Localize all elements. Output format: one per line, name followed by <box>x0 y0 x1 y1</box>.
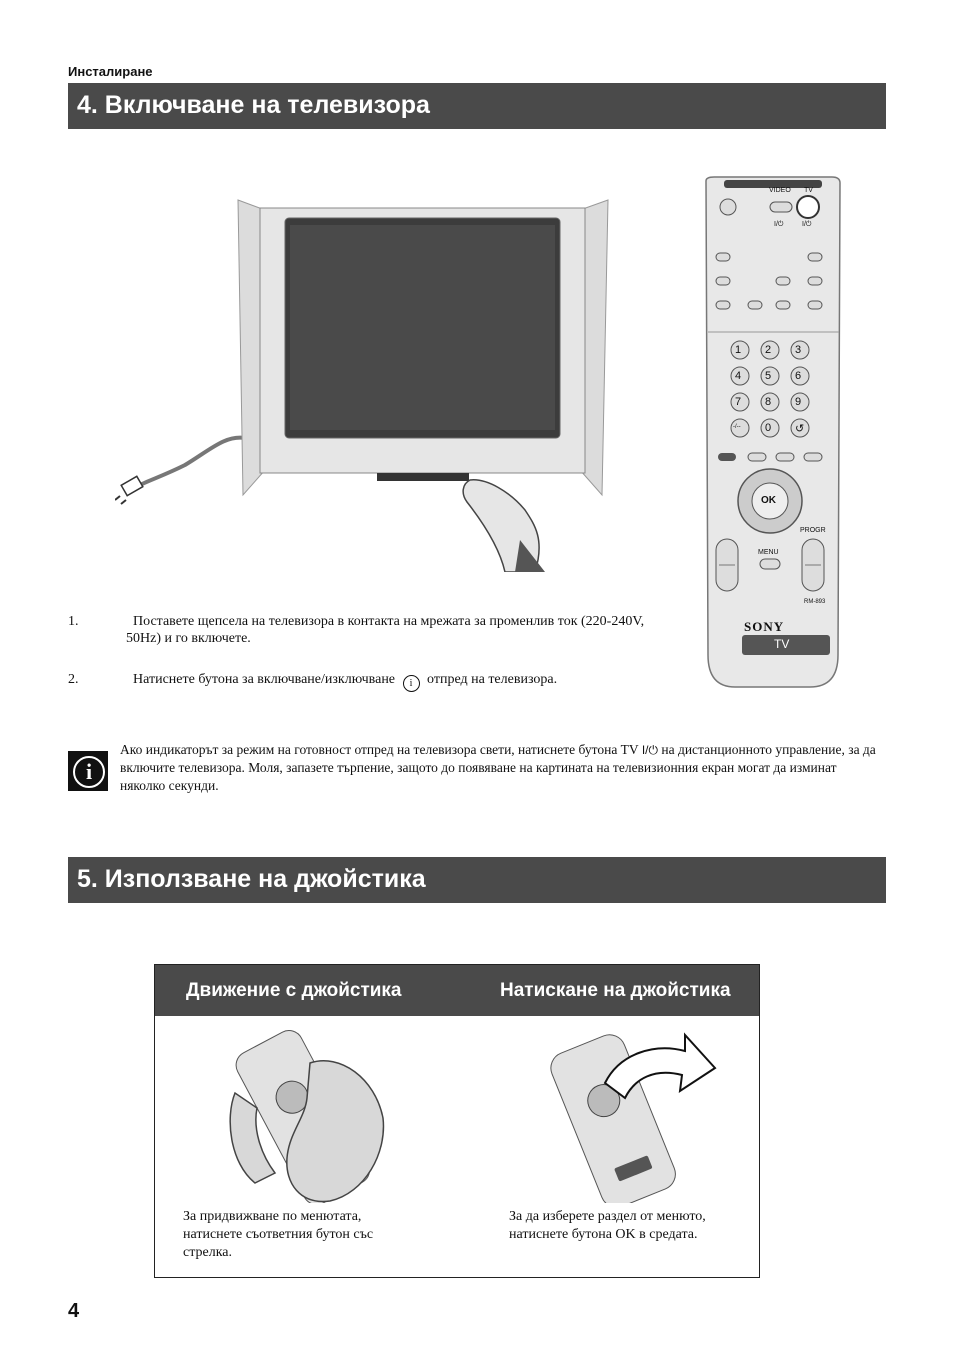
step-2-line <box>133 671 693 692</box>
remote-digit-dash: -/-- <box>733 424 741 430</box>
col1-header: Движение с джойстика <box>186 980 402 1001</box>
section-title: 4. Включване на телевизора <box>77 91 430 119</box>
joystick-table <box>154 964 760 1278</box>
remote-digit-5: 5 <box>765 370 772 382</box>
page-number: 4 <box>68 1300 80 1322</box>
section-title-bar-5 <box>68 857 886 903</box>
remote-tv-label: TV <box>774 637 790 651</box>
remote-brand-logo: SONY <box>744 619 785 634</box>
remote-digit-8: 8 <box>765 396 772 408</box>
step-2-number: 2. <box>68 672 79 687</box>
section-title-5: 5. Използване на джойстика <box>77 865 426 893</box>
remote-digit-2: 2 <box>765 344 772 356</box>
remote-ok-label: OK <box>761 495 776 506</box>
remote-label-tv-top: TV <box>804 187 813 194</box>
joystick-move-illustration <box>215 1023 395 1203</box>
section-title-bar <box>68 83 886 129</box>
remote-control <box>690 175 860 695</box>
remote-digit-recall: ↺ <box>795 423 805 435</box>
remote-digit-6: 6 <box>795 370 802 382</box>
tv-illustration <box>115 180 615 572</box>
remote-label-video: VIDEO <box>769 187 791 194</box>
step-2-text-after: отпред на телевизора. <box>427 672 558 687</box>
remote-digit-1: 1 <box>735 344 742 356</box>
col2-caption: За да изберете раздел от менюто, натиснете бутона OK в средата. <box>509 1209 706 1242</box>
remote-power-label-video: I/⏻ <box>774 221 784 228</box>
note-text-after: на дистанционното управление, за да включите телевизора. Моля, запазете търпение, защото до появяване на картината на телевизионния екран могат да изминат няколко секунди. <box>120 742 876 793</box>
remote-progr-label: PROGR <box>800 527 826 534</box>
section-label: Инсталиране <box>68 64 153 79</box>
tv-power-symbol: I/⏻ <box>641 743 658 757</box>
remote-digit-3: 3 <box>795 344 802 356</box>
info-note <box>120 741 885 795</box>
step-1-number: 1. <box>68 614 79 629</box>
remote-digit-9: 9 <box>795 396 802 408</box>
info-icon: i <box>68 751 108 791</box>
remote-menu-label: MENU <box>758 549 779 556</box>
col2-header: Натискане на джойстика <box>500 980 731 1001</box>
joystick-press-illustration <box>535 1023 725 1203</box>
note-text-before: Ако индикаторът за режим на готовност отпред на телевизора свети, натиснете бутона TV <box>120 742 639 757</box>
joystick-table-header <box>155 965 759 1016</box>
remote-model-label: RM-893 <box>804 599 826 605</box>
remote-digit-4: 4 <box>735 370 742 382</box>
step-1-text: Поставете щепсела на телевизора в контакта на мрежата за променлив ток (220-240V, 50Hz) и го включете. <box>126 614 645 646</box>
step-2-text-before: Натиснете бутона за включване/изключване <box>133 672 396 687</box>
remote-digit-7: 7 <box>735 396 742 408</box>
remote-digit-0: 0 <box>765 422 772 434</box>
col1-caption: За придвижване по менютата, натиснете съответния бутон със стрелка. <box>183 1209 374 1260</box>
power-icon: i <box>403 675 420 692</box>
remote-power-label-tv: I/⏻ <box>802 221 812 228</box>
